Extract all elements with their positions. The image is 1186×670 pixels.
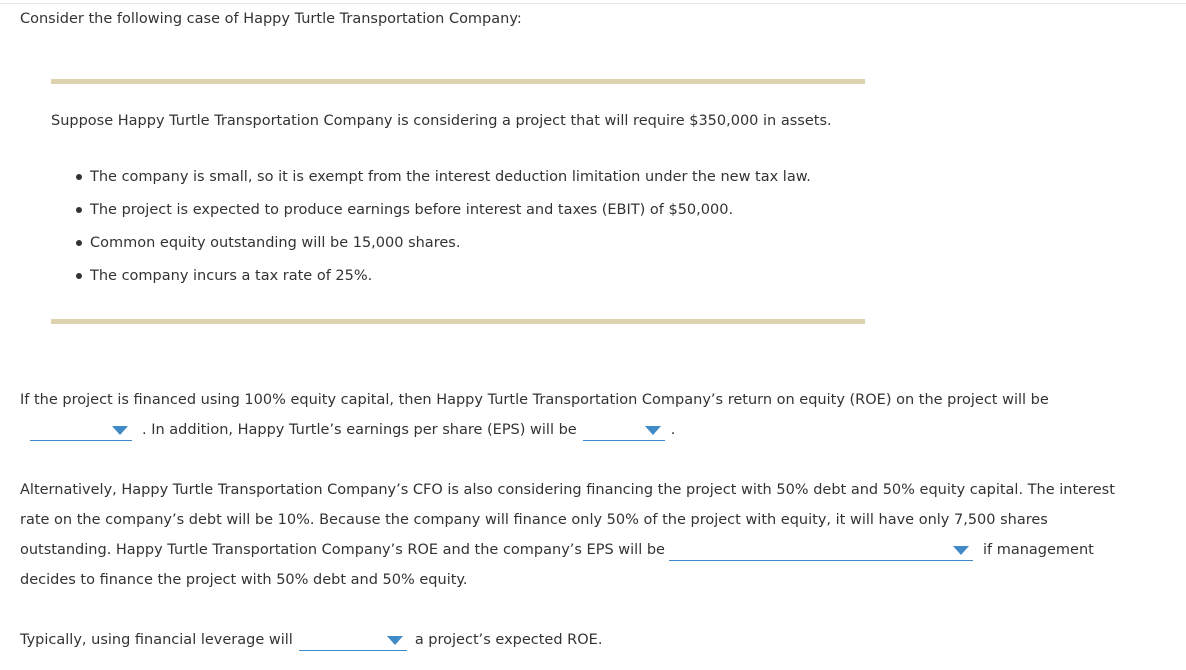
- q1-line-1: If the project is financed using 100% equity capital, then Happy Turtle Transportation Company’s return on equity (ROE) on the project will be: [20, 392, 1049, 408]
- q3-after: a project’s expected ROE.: [414, 632, 603, 648]
- caret-down-icon: [387, 636, 403, 645]
- q2-line-2: rate on the company’s debt will be 10%. Because the company will finance only 50% of the project with equity, it will have only 7,500 shares: [20, 512, 1048, 528]
- case-top-rule: [51, 79, 865, 84]
- q1-end-period: .: [670, 422, 676, 438]
- eps-dropdown[interactable]: [583, 419, 665, 441]
- q2-line-3-before: outstanding. Happy Turtle Transportation Company’s ROE and the company’s EPS will be: [20, 542, 665, 558]
- list-item: The company is small, so it is exempt from the interest deduction limitation under the new tax law.: [90, 167, 811, 200]
- list-item: The project is expected to produce earnings before interest and taxes (EBIT) of $50,000.: [90, 200, 811, 233]
- q2-line-1: Alternatively, Happy Turtle Transportation Company’s CFO is also considering financing the project with 50% debt and 50% equity capital. The interest: [20, 482, 1115, 498]
- case-bottom-rule: [51, 319, 865, 324]
- list-item: Common equity outstanding will be 15,000 shares.: [90, 233, 811, 266]
- roe-eps-change-dropdown[interactable]: [669, 539, 973, 561]
- q3-line: [20, 629, 602, 651]
- leverage-effect-dropdown[interactable]: [299, 629, 407, 651]
- caret-down-icon: [953, 546, 969, 555]
- q1-eps-text: . In addition, Happy Turtle’s earnings per share (EPS) will be: [142, 422, 577, 438]
- q1-line-2: [25, 419, 675, 441]
- roe-dropdown[interactable]: [30, 419, 132, 441]
- list-item: The company incurs a tax rate of 25%.: [90, 266, 811, 299]
- assumptions-list: [90, 167, 811, 299]
- q2-line-3-after: if management: [982, 542, 1094, 558]
- q3-before: Typically, using financial leverage will: [20, 632, 293, 648]
- caret-down-icon: [645, 426, 661, 435]
- q2-line-4: decides to finance the project with 50% debt and 50% equity.: [20, 572, 468, 588]
- intro-text: Consider the following case of Happy Turtle Transportation Company:: [20, 11, 522, 27]
- scenario-text: Suppose Happy Turtle Transportation Company is considering a project that will require $350,000 in assets.: [51, 113, 832, 129]
- caret-down-icon: [112, 426, 128, 435]
- top-divider: [0, 3, 1186, 4]
- q2-line-3: [20, 539, 1094, 561]
